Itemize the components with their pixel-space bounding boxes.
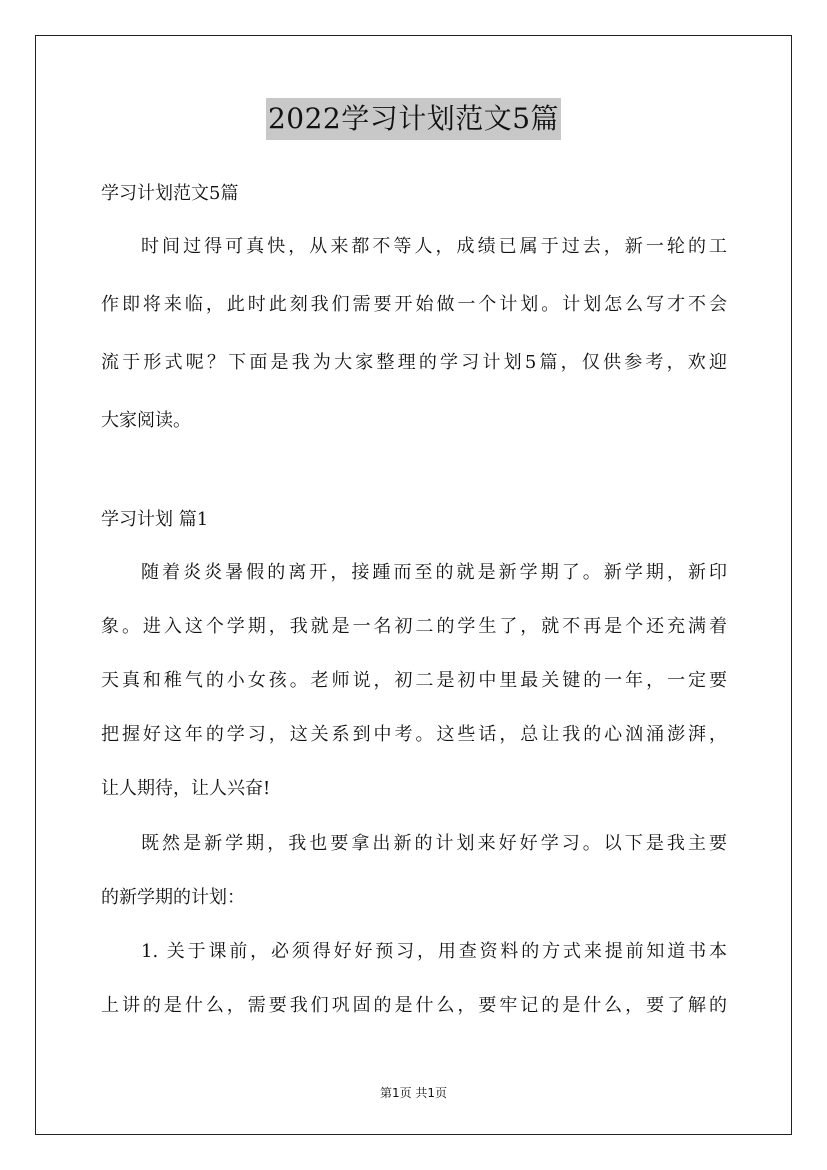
document-title: 2022学习计划范文5篇 (266, 98, 561, 140)
paragraph-line: 既然是新学期，我也要拿出新的计划来好好学习。以下是我主要 (141, 833, 727, 854)
intro-line: 作即将来临，此时此刻我们需要开始做一个计划。计划怎么写才不会 (101, 294, 727, 315)
intro-line: 时间过得可真快，从来都不等人，成绩已属于过去，新一轮的工 (141, 236, 727, 257)
section-heading: 学习计划 篇1 (101, 509, 209, 530)
paragraph-line: 的新学期的计划： (101, 887, 245, 908)
page-footer: 第1页 共1页 (379, 1086, 448, 1100)
paragraph-line: 把握好这年的学习，这关系到中考。这些话，总让我的心汹涌澎湃， (101, 724, 727, 745)
paragraph-line: 上讲的是什么，需要我们巩固的是什么，要牢记的是什么，要了解的 (101, 995, 727, 1016)
paragraph-line: 1. 关于课前，必须得好好预习，用查资料的方式来提前知道书本 (141, 941, 727, 962)
intro-line: 大家阅读。 (101, 410, 191, 431)
intro-line: 流于形式呢？下面是我为大家整理的学习计划5篇，仅供参考，欢迎 (101, 352, 727, 373)
paragraph-line: 天真和稚气的小女孩。老师说，初二是初中里最关键的一年，一定要 (101, 670, 727, 691)
paragraph-line: 象。进入这个学期，我就是一名初二的学生了，就不再是个还充满着 (101, 616, 727, 637)
paragraph-line: 随着炎炎暑假的离开，接踵而至的就是新学期了。新学期，新印 (141, 562, 727, 583)
subtitle: 学习计划范文5篇 (101, 183, 239, 204)
paragraph-line: 让人期待，让人兴奋! (101, 778, 271, 799)
title-wrap (0, 98, 827, 140)
